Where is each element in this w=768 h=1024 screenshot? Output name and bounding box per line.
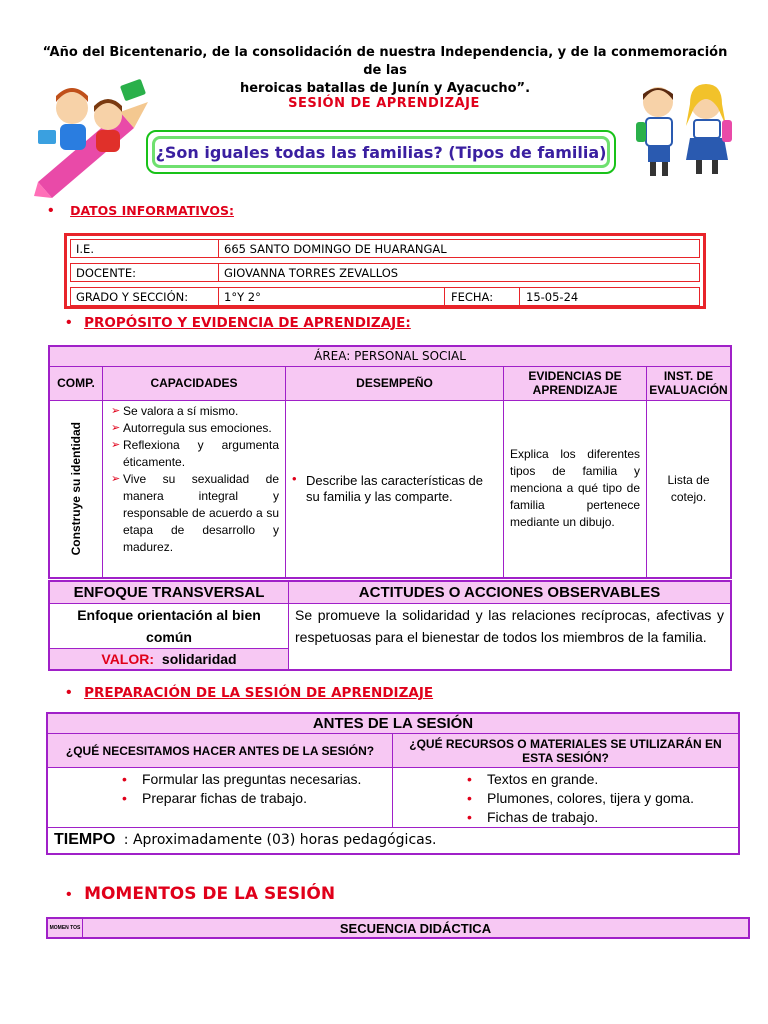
valor-label: VALOR: xyxy=(101,650,155,667)
school-kids-illustration xyxy=(628,80,738,180)
list-item: • Preparar fichas de trabajo. xyxy=(122,790,307,806)
list-item: ➢ Reflexiona y argumenta éticamente. xyxy=(111,437,279,469)
topic-title: ¿Son iguales todas las familias? (Tipos de familia) xyxy=(152,136,610,168)
info-row-grado xyxy=(70,287,700,306)
bullet-icon: • xyxy=(292,470,297,486)
info-row-ie xyxy=(70,239,700,258)
preparacion-table xyxy=(46,712,740,855)
tiempo-cell xyxy=(47,828,739,854)
valor-cell xyxy=(49,648,289,670)
antes-header: ANTES DE LA SESIÓN xyxy=(47,713,739,734)
bullet-icon: • xyxy=(66,684,72,701)
kids-on-pencil-illustration xyxy=(30,72,150,200)
area-header: ÁREA: PERSONAL SOCIAL xyxy=(49,346,731,366)
q1-header: ¿QUÉ NECESITAMOS HACER ANTES DE LA SESIÓN? xyxy=(47,734,393,768)
bullet-icon: • xyxy=(66,886,72,903)
ie-label: I.E. xyxy=(76,242,94,256)
momentos-heading xyxy=(66,884,335,904)
q2-header: ¿QUÉ RECURSOS O MATERIALES SE UTILIZARÁN EN ESTA SESIÓN? xyxy=(393,734,740,768)
col-evidencias: EVIDENCIAS DE APRENDIZAJE xyxy=(504,366,647,400)
competencia-cell xyxy=(49,400,103,578)
col-momentos: MOMEN TOS xyxy=(47,918,83,938)
list-item: • Plumones, colores, tijera y goma. xyxy=(467,790,694,806)
fecha-label: FECHA: xyxy=(451,290,494,304)
grado-label: GRADO Y SECCIÓN: xyxy=(76,290,189,304)
bullet-icon: • xyxy=(48,202,54,219)
ie-value: 665 SANTO DOMINGO DE HUARANGAL xyxy=(224,242,447,256)
docente-label: DOCENTE: xyxy=(76,266,136,280)
grado-value: 1°Y 2° xyxy=(224,290,261,304)
enfoque-table xyxy=(48,580,732,671)
col-desempeno: DESEMPEÑO xyxy=(286,366,504,400)
bullet-icon: • xyxy=(66,314,72,331)
desempeno-cell xyxy=(286,400,504,578)
docente-value: GIOVANNA TORRES ZEVALLOS xyxy=(224,266,399,280)
quote-line-2: heroicas batallas de Junín y Ayacucho”. xyxy=(239,81,531,96)
datos-informativos-table xyxy=(64,233,706,309)
list-item: ➢ Vive su sexualidad de manera integral y responsable de acuerdo a su etapa de desarrollo y madurez. xyxy=(111,471,279,554)
col-comp: COMP. xyxy=(49,366,103,400)
capacidades-list xyxy=(109,403,279,556)
instrumento-text: Lista de cotejo. xyxy=(647,400,732,578)
datos-heading xyxy=(48,202,234,220)
competencia-text: Construye su identidad xyxy=(69,422,83,556)
proposito-heading xyxy=(66,314,411,332)
list-item: • Fichas de trabajo. xyxy=(467,809,599,825)
actitudes-header: ACTITUDES O ACCIONES OBSERVABLES xyxy=(289,581,732,603)
preparacion-heading xyxy=(66,684,433,702)
momentos-label: MOMENTOS DE LA SESIÓN xyxy=(84,884,336,904)
list-item: • Formular las preguntas necesarias. xyxy=(122,771,362,787)
col-secuencia: SECUENCIA DIDÁCTICA xyxy=(83,918,750,938)
capacidades-cell xyxy=(103,400,286,578)
proposito-label: PROPÓSITO Y EVIDENCIA DE APRENDIZAJE: xyxy=(84,315,411,331)
info-row-docente xyxy=(70,263,700,282)
momentos-table xyxy=(46,917,750,939)
list-item: • Textos en grande. xyxy=(467,771,599,787)
actitud-text: Se promueve la solidaridad y las relaciones recíprocas, afectivas y respetuosas para el bienestar de todos los miembros de la familia. xyxy=(289,603,732,670)
desempeno-text: Describe las características de su familia y las comparte. xyxy=(306,472,484,504)
col-inst: INST. DE EVALUACIÓN xyxy=(647,366,732,400)
hacer-list xyxy=(118,770,392,808)
quote-line-1: “Año del Bicentenario, de la consolidación de nuestra Independencia, y de la conmemoración de las xyxy=(42,45,728,78)
session-title: SESIÓN DE APRENDIZAJE xyxy=(288,96,480,111)
hacer-cell xyxy=(47,768,393,828)
col-capacidades: CAPACIDADES xyxy=(103,366,286,400)
recursos-list xyxy=(463,770,738,827)
enfoque-name: Enfoque orientación al bien común xyxy=(49,603,289,648)
valor-value: solidaridad xyxy=(161,650,237,667)
evidencia-text: Explica los diferentes tipos de familia y menciona a qué tipo de familia pertenece mediante un dibujo. xyxy=(504,400,647,578)
list-item: ➢ Autorregula sus emociones. xyxy=(111,420,272,435)
fecha-value: 15-05-24 xyxy=(526,290,579,304)
preparacion-label: PREPARACIÓN DE LA SESIÓN DE APRENDIZAJE xyxy=(84,685,434,701)
datos-label: DATOS INFORMATIVOS: xyxy=(70,203,234,218)
tiempo-label: TIEMPO xyxy=(54,831,116,849)
recursos-cell xyxy=(393,768,740,828)
list-item: ➢ Se valora a sí mismo. xyxy=(111,403,239,418)
tiempo-value: : Aproximadamente (03) horas pedagógicas. xyxy=(123,832,437,849)
topic-box xyxy=(146,130,616,174)
proposito-table xyxy=(48,345,732,579)
enfoque-header: ENFOQUE TRANSVERSAL xyxy=(49,581,289,603)
